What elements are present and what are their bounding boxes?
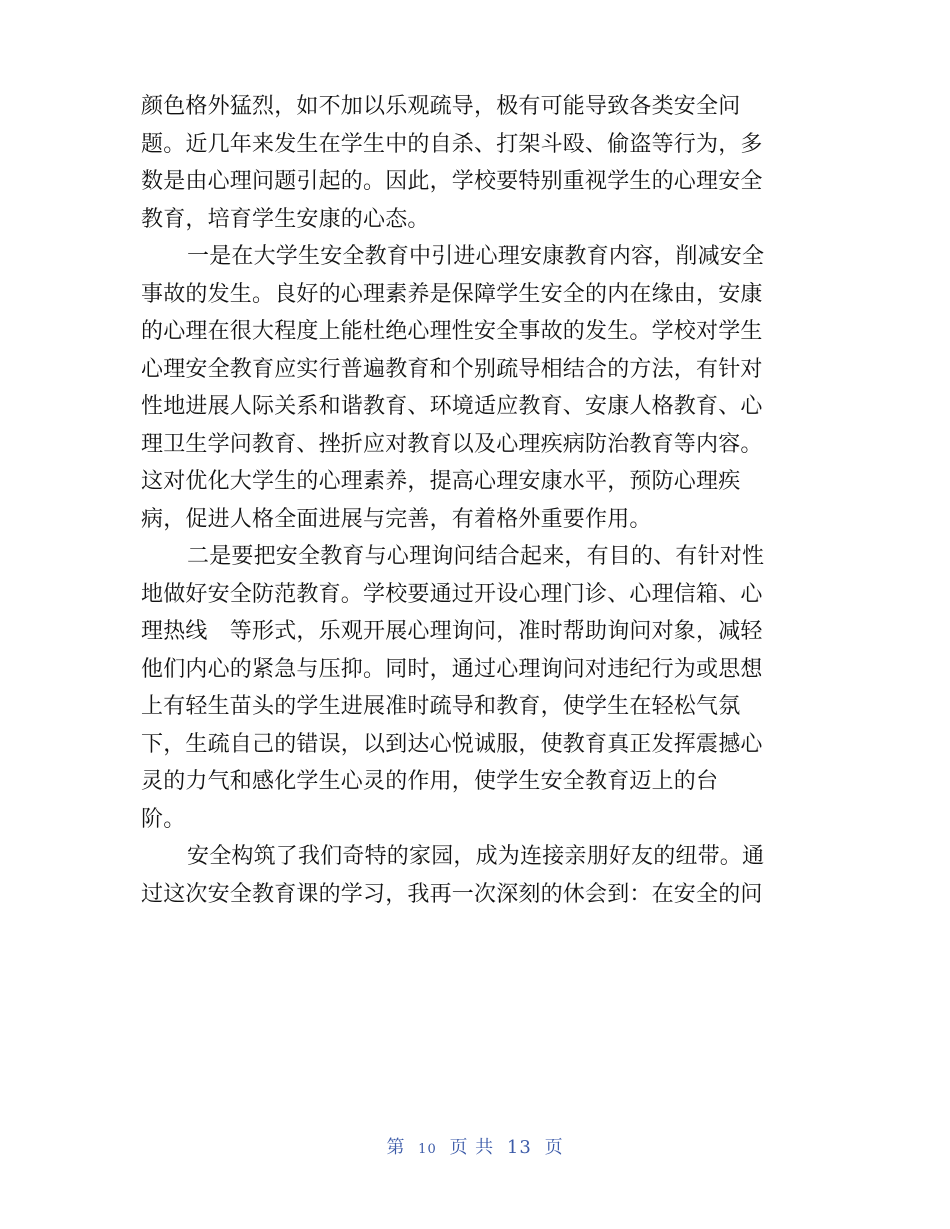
footer-suffix: 页 xyxy=(544,1137,564,1158)
text-line: 阶。 xyxy=(141,806,186,832)
text-line: 他们内心的紧急与压抑。同时，通过心理询问对违纪行为或思想 xyxy=(141,656,763,682)
text-line: 事故的发生。良好的心理素养是保障学生安全的内在缘由，安康 xyxy=(141,281,763,307)
page-footer xyxy=(0,1133,950,1159)
text-line: 过这次安全教育课的学习，我再一次深刻的休会到：在安全的问 xyxy=(141,881,763,907)
text-line: 病，促进人格全面进展与完善，有着格外重要作用。 xyxy=(141,506,652,532)
text-line: 的心理在很大程度上能杜绝心理性安全事故的发生。学校对学生 xyxy=(141,319,763,344)
text-line: 安全构筑了我们奇特的家园，成为连接亲朋好友的纽带。通 xyxy=(187,844,765,869)
document-body xyxy=(141,88,793,913)
text-line: 性地进展人际关系和谐教育、环境适应教育、安康人格教育、心 xyxy=(141,394,763,419)
footer-middle: 页 共 xyxy=(449,1137,495,1158)
text-line: 心理安全教育应实行普遍教育和个别疏导相结合的方法，有针对 xyxy=(141,356,763,382)
footer-total-pages: 13 xyxy=(506,1137,532,1158)
footer-prefix: 第 xyxy=(386,1137,406,1158)
text-line: 数是由心理问题引起的。因此，学校要特别重视学生的心理安全 xyxy=(141,169,763,194)
text-line: 下，生疏自己的错误，以到达心悦诚服，使教育真正发挥震撼心 xyxy=(141,731,763,757)
text-line: 题。近几年来发生在学生中的自杀、打架斗殴、偷盗等行为，多 xyxy=(141,131,763,157)
footer-current-page: 10 xyxy=(418,1142,437,1157)
text-line: 地做好安全防范教育。学校要通过开设心理门诊、心理信箱、心 xyxy=(141,581,763,607)
text-line: 这对优化大学生的心理素养，提高心理安康水平，预防心理疾 xyxy=(141,469,741,494)
text-line: 二是要把安全教育与心理询问结合起来，有目的、有针对性 xyxy=(187,544,765,569)
text-line: 理热线 等形式，乐观开展心理询问，准时帮助询问对象，减轻 xyxy=(141,619,763,644)
text-line: 教育，培育学生安康的心态。 xyxy=(141,206,430,232)
text-line: 一是在大学生安全教育中引进心理安康教育内容，削减安全 xyxy=(187,244,765,269)
text-line: 上有轻生苗头的学生进展准时疏导和教育，使学生在轻松气氛 xyxy=(141,694,741,719)
text-line: 颜色格外猛烈，如不加以乐观疏导，极有可能导致各类安全问 xyxy=(141,94,741,119)
text-line: 灵的力气和感化学生心灵的作用，使学生安全教育迈上的台 xyxy=(141,769,719,794)
text-line: 理卫生学问教育、挫折应对教育以及心理疾病防治教育等内容。 xyxy=(141,431,763,457)
